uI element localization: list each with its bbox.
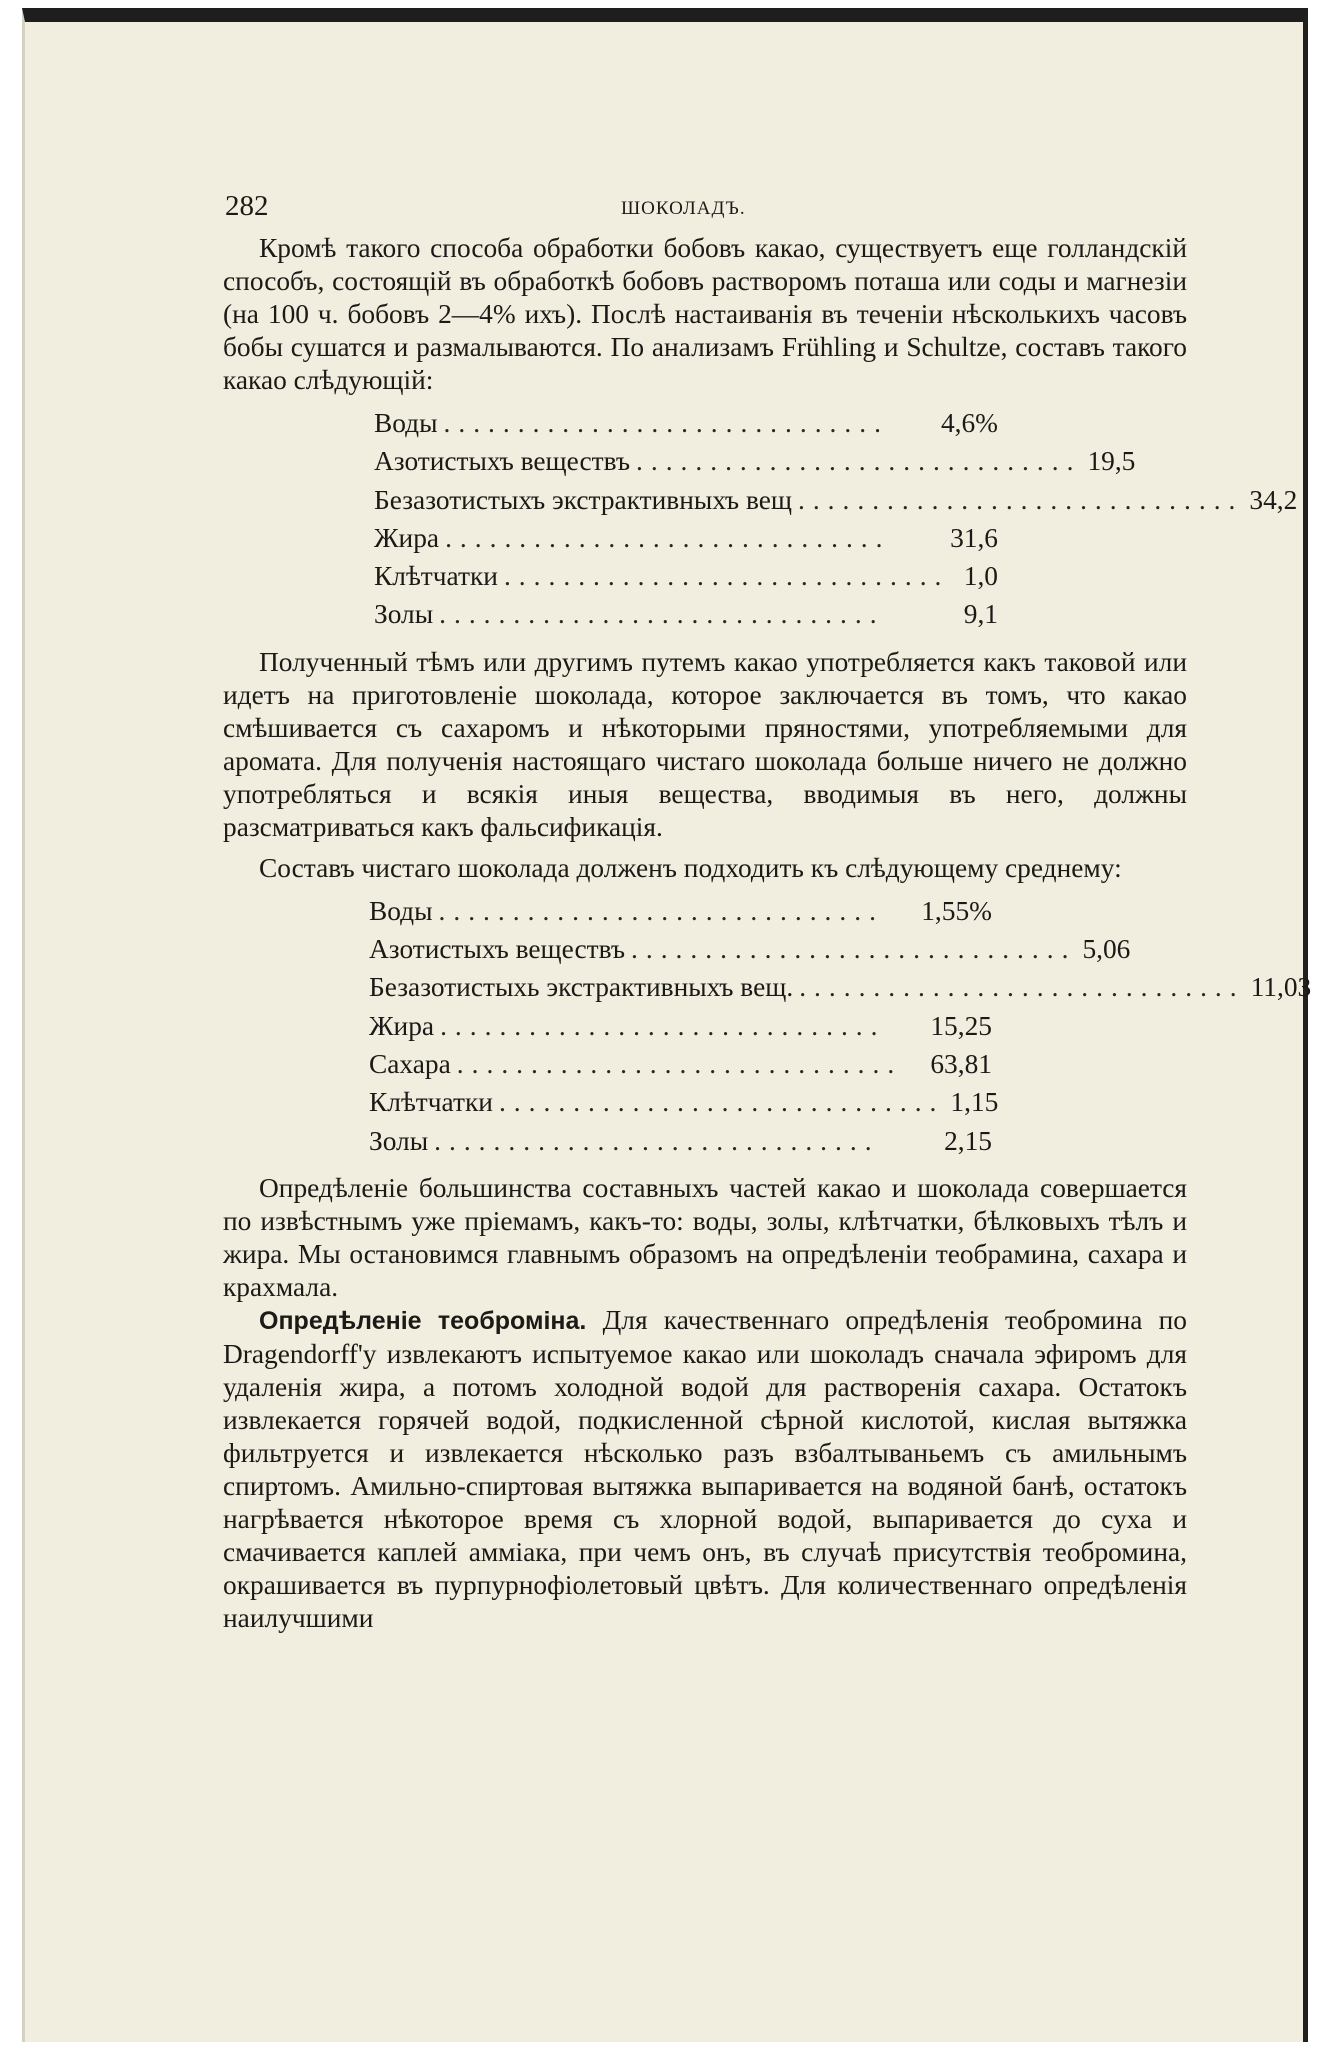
row-value: 2,15: [944, 1125, 992, 1156]
table-row: [369, 892, 992, 930]
row-label: Клѣтчатки: [374, 561, 498, 592]
dot-leader: ..............................: [498, 1087, 945, 1118]
row-label: Азотистыхъ веществъ: [374, 446, 630, 477]
row-value: 4,6%: [940, 408, 998, 438]
paragraph-chocolate-preparation: Полученный тѣмъ или другимъ путемъ какао употребляется какъ таковой или идетъ на приготовленіе шоколада, которое заключается въ томъ, что какао смѣшивается съ сахаромъ и нѣкоторыми пряностями, употребляемыми для аромата. Для полученія настоящаго чистаго шоколада больше ничего не должно употребляться и всякія иныя вещества, вводимыя въ него, должны разсматриваться какъ фальсификація.: [223, 646, 1187, 842]
page-header: [223, 190, 1187, 232]
row-value: 31,6: [950, 522, 998, 553]
row-value: 19,5: [1087, 446, 1136, 477]
row-value: 11,03: [1250, 972, 1312, 1003]
row-label: Клѣтчатки: [369, 1087, 493, 1118]
dot-leader: ..............................: [439, 599, 885, 630]
table-row: [374, 481, 1298, 519]
row-label: Воды: [374, 408, 438, 438]
table-row: [374, 404, 998, 442]
row-value: 15,25: [930, 1010, 992, 1041]
running-title: ШОКОЛАДЪ.: [621, 198, 746, 219]
row-label: Золы: [369, 1125, 429, 1156]
scanned-page: [22, 8, 1312, 2042]
row-value: 1,0: [963, 561, 998, 592]
paragraph-determination-overview: Опредѣленіе большинства составныхъ частей какао и шоколада совершается по извѣстнымъ уже пріемамъ, какъ-то: воды, золы, клѣтчатки, бѣлковыхъ тѣлъ и жира. Мы остановимся главнымъ образомъ на опредѣленіи теобрамина, сахара и крахмала.: [223, 1172, 1187, 1302]
table-row: [369, 1007, 992, 1045]
row-label: Золы: [374, 599, 434, 630]
dot-leader: ..............................: [434, 1125, 880, 1156]
paragraph-chocolate-composition-intro: Составъ чистаго шоколада долженъ подходить къ слѣдующему среднему:: [259, 852, 1122, 883]
table-row: [374, 442, 1136, 480]
table-row: [374, 557, 998, 595]
row-label: Сахара: [369, 1048, 451, 1079]
table-row: [369, 1045, 992, 1083]
dot-leader: ..............................: [438, 895, 884, 926]
dot-leader: ..............................: [440, 1010, 886, 1041]
chocolate-composition-table: [369, 892, 1312, 1160]
row-value: 34,2: [1249, 484, 1298, 515]
dot-leader: ..............................: [503, 561, 950, 592]
theobromine-text: Для качественнаго опредѣленія теобромина по Dragendorff'у извлекаютъ испытуемое какао или шоколадъ сначала эфиромъ для удаленія жира, а потомъ холодной водой для растворенія сахара. Остатокъ извлекается горячей водой, подкисленной сѣрной кислотой, кислая вытяжка фильтруется и извлекается нѣсколько разъ взбалтываньемъ съ амильнымъ спиртомъ. Амильно-спиртовая вытяжка выпаривается на водяной банѣ, остатокъ нагрѣвается нѣкоторое время съ хлорной водой, выпаривается до суха и смачивается каплей амміака, при чемъ онъ, въ случаѣ присутствія теобромина, окрашивается въ пурпурнофіолетовый цвѣтъ. Для количественнаго опредѣленія наилучшими: [223, 1304, 1187, 1633]
dot-leader: ..............................: [631, 934, 1077, 965]
table-row: [369, 968, 1312, 1006]
table-row: [374, 595, 998, 633]
row-label: Жира: [374, 522, 440, 553]
table-row: [369, 1122, 992, 1160]
section-heading: Опредѣленіе теоброміна.: [259, 1306, 587, 1335]
row-value: 1,15: [950, 1087, 999, 1118]
dot-leader: ..............................: [636, 446, 1082, 477]
dot-leader: ..............................: [456, 1048, 903, 1079]
table-row: [369, 930, 1131, 968]
dot-leader: ..............................: [445, 522, 891, 553]
row-value: 5,06: [1082, 934, 1131, 965]
paragraph-theobromine: [223, 1304, 1187, 1635]
table-row: [374, 519, 998, 557]
row-value: 63,81: [930, 1048, 992, 1079]
row-label: Воды: [369, 895, 433, 926]
row-value: 9,1: [963, 599, 998, 630]
dot-leader: ..............................: [797, 484, 1244, 515]
row-label: Безазотистыхъ экстрактивныхъ вещ: [374, 484, 792, 515]
cocoa-composition-table: [374, 404, 1298, 634]
row-label: Безазотистыхь экстрактивныхъ вещ.: [369, 972, 794, 1003]
table-row: [369, 1083, 999, 1121]
dot-leader: ..............................: [443, 408, 889, 438]
row-label: Азотистыхъ веществъ: [369, 934, 625, 965]
page-number: 282: [225, 190, 269, 222]
page-body: [223, 190, 1312, 1635]
dot-leader: ..............................: [799, 972, 1245, 1003]
row-value: 1,55%: [921, 895, 992, 926]
row-label: Жира: [369, 1010, 435, 1041]
paragraph-intro: Кромѣ такого способа обработки бобовъ какао, существуетъ еще голландскій способъ, состоящій въ обработкѣ бобовъ растворомъ поташа или соды и магнезіи (на 100 ч. бобовъ 2—4% ихъ). Послѣ настаиванія въ теченіи нѣсколькихъ часовъ бобы сушатся и размалываются. По анализамъ Frühling и Schultze, составъ такого какао слѣдующій:: [223, 233, 1187, 395]
